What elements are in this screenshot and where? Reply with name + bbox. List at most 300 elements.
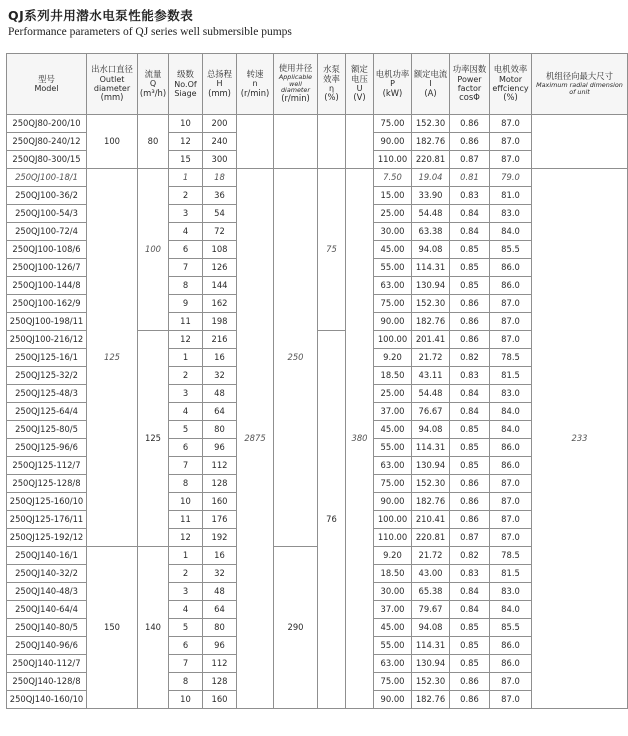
cell-head: 96 <box>203 637 237 655</box>
cell-stages: 12 <box>169 529 203 547</box>
cell-model: 250QJ140-128/8 <box>7 673 87 691</box>
cell-power: 63.00 <box>374 457 412 475</box>
cell-power: 75.00 <box>374 673 412 691</box>
cell-motor-eff: 87.0 <box>490 673 532 691</box>
header-stages <box>169 54 203 115</box>
cell-pf: 0.85 <box>450 277 490 295</box>
cell-model: 250QJ100-36/2 <box>7 187 87 205</box>
cell-current: 114.31 <box>412 259 450 277</box>
header-unit: (r/min) <box>281 93 310 104</box>
cell-stages: 4 <box>169 601 203 619</box>
cell-power: 100.00 <box>374 511 412 529</box>
cell-flow: 100 <box>138 169 169 331</box>
cell-current: 182.76 <box>412 691 450 709</box>
cell-current: 76.67 <box>412 403 450 421</box>
cell-motor-eff: 87.0 <box>490 151 532 169</box>
cell-current: 114.31 <box>412 439 450 457</box>
cell-power: 90.00 <box>374 133 412 151</box>
cell-power: 55.00 <box>374 439 412 457</box>
cell-model: 250QJ100-198/11 <box>7 313 87 331</box>
cell-stages: 1 <box>169 547 203 565</box>
header-en: Q <box>149 79 157 89</box>
header-en: Applicable well diameter <box>278 72 313 95</box>
header-cn: 型号 <box>38 73 55 84</box>
cell-head: 160 <box>203 691 237 709</box>
cell-stages: 5 <box>169 421 203 439</box>
cell-model: 250QJ80-300/15 <box>7 151 87 169</box>
cell-stages: 7 <box>169 259 203 277</box>
cell-voltage <box>346 115 374 169</box>
cell-motor-eff: 79.0 <box>490 169 532 187</box>
cell-power: 63.00 <box>374 277 412 295</box>
header-unit: (mm) <box>100 92 124 103</box>
cell-speed: 2875 <box>237 169 274 709</box>
header-well-diameter <box>274 54 318 115</box>
header-cn: 电机功率 <box>375 68 410 79</box>
cell-pump-eff <box>318 115 346 169</box>
table-body <box>7 115 628 709</box>
header-en: n <box>252 79 258 89</box>
cell-power: 9.20 <box>374 349 412 367</box>
header-unit: (A) <box>424 87 437 98</box>
cell-stages: 7 <box>169 655 203 673</box>
cell-stages: 3 <box>169 583 203 601</box>
cell-pf: 0.81 <box>450 169 490 187</box>
cell-pf: 0.83 <box>450 565 490 583</box>
cell-power: 37.00 <box>374 403 412 421</box>
performance-table <box>6 53 628 709</box>
cell-head: 36 <box>203 187 237 205</box>
cell-motor-eff: 86.0 <box>490 457 532 475</box>
cell-pf: 0.84 <box>450 205 490 223</box>
cell-head: 16 <box>203 349 237 367</box>
header-en: No.Of Siage <box>174 79 197 98</box>
cell-motor-eff: 78.5 <box>490 547 532 565</box>
cell-current: 33.90 <box>412 187 450 205</box>
cell-power: 25.00 <box>374 385 412 403</box>
header-cn: 出水口直径 <box>91 64 133 75</box>
cell-model: 250QJ140-48/3 <box>7 583 87 601</box>
cell-current: 220.81 <box>412 529 450 547</box>
header-radial-dimension <box>532 54 628 115</box>
cell-pf: 0.84 <box>450 583 490 601</box>
cell-pf: 0.84 <box>450 601 490 619</box>
cell-head: 32 <box>203 565 237 583</box>
cell-current: 114.31 <box>412 637 450 655</box>
cell-motor-eff: 81.0 <box>490 187 532 205</box>
header-en: η <box>328 84 335 94</box>
header-en: Motor effciency <box>492 74 529 93</box>
cell-model: 250QJ125-96/6 <box>7 439 87 457</box>
cell-model: 250QJ125-64/4 <box>7 403 87 421</box>
cell-head: 144 <box>203 277 237 295</box>
cell-pf: 0.84 <box>450 403 490 421</box>
cell-stages: 6 <box>169 439 203 457</box>
header-unit: (m³/h) <box>139 87 167 98</box>
title-chinese: QJ系列井用潜水电泵性能参数表 <box>8 8 194 23</box>
cell-motor-eff: 85.5 <box>490 241 532 259</box>
header-cn: 使用井径 <box>278 63 313 74</box>
cell-stages: 7 <box>169 457 203 475</box>
cell-pf: 0.86 <box>450 295 490 313</box>
cell-speed <box>237 115 274 169</box>
header-en: Model <box>34 84 59 94</box>
cell-model: 250QJ140-32/2 <box>7 565 87 583</box>
cell-radial <box>532 115 628 169</box>
header-cn: 总扬程 <box>206 68 233 79</box>
cell-current: 152.30 <box>412 115 450 133</box>
cell-voltage: 380 <box>346 169 374 709</box>
header-unit: (r/min) <box>240 87 270 98</box>
cell-pf: 0.87 <box>450 151 490 169</box>
header-outlet <box>87 54 138 115</box>
cell-pf: 0.85 <box>450 421 490 439</box>
cell-power: 30.00 <box>374 223 412 241</box>
cell-head: 128 <box>203 475 237 493</box>
cell-current: 152.30 <box>412 673 450 691</box>
cell-head: 126 <box>203 259 237 277</box>
cell-stages: 1 <box>169 349 203 367</box>
cell-motor-eff: 83.0 <box>490 205 532 223</box>
cell-power: 100.00 <box>374 331 412 349</box>
cell-current: 79.67 <box>412 601 450 619</box>
cell-stages: 10 <box>169 115 203 133</box>
cell-model: 250QJ140-112/7 <box>7 655 87 673</box>
cell-model: 250QJ100-144/8 <box>7 277 87 295</box>
cell-stages: 8 <box>169 673 203 691</box>
cell-current: 130.94 <box>412 277 450 295</box>
cell-motor-eff: 84.0 <box>490 421 532 439</box>
header-cn: 功率因数 <box>452 64 487 75</box>
header-model <box>7 54 87 115</box>
header-current <box>412 54 450 115</box>
cell-model: 250QJ80-200/10 <box>7 115 87 133</box>
cell-pf: 0.86 <box>450 475 490 493</box>
cell-stages: 2 <box>169 565 203 583</box>
cell-head: 54 <box>203 205 237 223</box>
cell-power: 18.50 <box>374 367 412 385</box>
cell-current: 54.48 <box>412 205 450 223</box>
cell-motor-eff: 87.0 <box>490 493 532 511</box>
cell-stages: 3 <box>169 205 203 223</box>
cell-stages: 4 <box>169 403 203 421</box>
cell-power: 37.00 <box>374 601 412 619</box>
cell-stages: 2 <box>169 367 203 385</box>
cell-current: 152.30 <box>412 475 450 493</box>
cell-model: 250QJ100-72/4 <box>7 223 87 241</box>
cell-current: 210.41 <box>412 511 450 529</box>
cell-head: 300 <box>203 151 237 169</box>
cell-pf: 0.86 <box>450 691 490 709</box>
table-row <box>7 115 628 133</box>
cell-power: 90.00 <box>374 691 412 709</box>
cell-model: 250QJ100-54/3 <box>7 205 87 223</box>
cell-motor-eff: 86.0 <box>490 637 532 655</box>
cell-current: 43.00 <box>412 565 450 583</box>
cell-stages: 2 <box>169 187 203 205</box>
cell-stages: 9 <box>169 295 203 313</box>
cell-pf: 0.86 <box>450 133 490 151</box>
header-voltage <box>346 54 374 115</box>
cell-head: 108 <box>203 241 237 259</box>
cell-motor-eff: 87.0 <box>490 313 532 331</box>
cell-pf: 0.85 <box>450 637 490 655</box>
cell-current: 63.38 <box>412 223 450 241</box>
cell-current: 94.08 <box>412 421 450 439</box>
header-unit: (%) <box>503 92 518 103</box>
cell-stages: 8 <box>169 475 203 493</box>
cell-well: 290 <box>274 547 318 709</box>
cell-motor-eff: 87.0 <box>490 529 532 547</box>
cell-head: 32 <box>203 367 237 385</box>
header-unit: (V) <box>353 92 366 103</box>
cell-head: 64 <box>203 601 237 619</box>
header-en: Maximum radial dimension of unit <box>536 81 623 96</box>
cell-stages: 10 <box>169 493 203 511</box>
cell-current: 201.41 <box>412 331 450 349</box>
cell-motor-eff: 84.0 <box>490 403 532 421</box>
cell-pf: 0.85 <box>450 655 490 673</box>
header-cn: 机组径向最大尺寸 <box>546 71 613 82</box>
cell-model: 250QJ140-96/6 <box>7 637 87 655</box>
cell-current: 65.38 <box>412 583 450 601</box>
cell-current: 54.48 <box>412 385 450 403</box>
cell-stages: 11 <box>169 511 203 529</box>
cell-pf: 0.84 <box>450 385 490 403</box>
cell-stages: 11 <box>169 313 203 331</box>
cell-pf: 0.82 <box>450 547 490 565</box>
cell-head: 192 <box>203 529 237 547</box>
cell-power: 30.00 <box>374 583 412 601</box>
cell-head: 80 <box>203 421 237 439</box>
cell-head: 128 <box>203 673 237 691</box>
cell-head: 216 <box>203 331 237 349</box>
cell-pf: 0.86 <box>450 511 490 529</box>
header-flow <box>138 54 169 115</box>
cell-motor-eff: 87.0 <box>490 475 532 493</box>
cell-power: 18.50 <box>374 565 412 583</box>
cell-head: 240 <box>203 133 237 151</box>
cell-stages: 12 <box>169 331 203 349</box>
cell-well: 250 <box>274 169 318 547</box>
cell-well <box>274 115 318 169</box>
cell-current: 182.76 <box>412 313 450 331</box>
header-en: I <box>429 79 432 89</box>
cell-model: 250QJ100-108/6 <box>7 241 87 259</box>
header-en: P <box>390 79 395 89</box>
header-en: U <box>356 84 363 94</box>
cell-pf: 0.86 <box>450 331 490 349</box>
header-motor-efficiency <box>490 54 532 115</box>
cell-pf: 0.85 <box>450 241 490 259</box>
cell-motor-eff: 86.0 <box>490 439 532 457</box>
cell-pump-eff: 75 <box>318 169 346 331</box>
header-cn: 级数 <box>177 68 194 79</box>
cell-model: 250QJ100-162/9 <box>7 295 87 313</box>
cell-head: 112 <box>203 655 237 673</box>
cell-head: 200 <box>203 115 237 133</box>
cell-current: 94.08 <box>412 619 450 637</box>
cell-motor-eff: 81.5 <box>490 367 532 385</box>
cell-current: 220.81 <box>412 151 450 169</box>
cell-pf: 0.86 <box>450 673 490 691</box>
cell-current: 130.94 <box>412 457 450 475</box>
cell-outlet: 150 <box>87 547 138 709</box>
cell-current: 43.11 <box>412 367 450 385</box>
cell-pf: 0.84 <box>450 223 490 241</box>
cell-motor-eff: 84.0 <box>490 223 532 241</box>
cell-pf: 0.87 <box>450 529 490 547</box>
cell-current: 21.72 <box>412 547 450 565</box>
cell-motor-eff: 87.0 <box>490 511 532 529</box>
cell-model: 250QJ100-216/12 <box>7 331 87 349</box>
cell-power: 55.00 <box>374 637 412 655</box>
cell-stages: 6 <box>169 241 203 259</box>
cell-pf: 0.86 <box>450 493 490 511</box>
cell-power: 9.20 <box>374 547 412 565</box>
cell-pump-eff: 76 <box>318 331 346 709</box>
cell-motor-eff: 81.5 <box>490 565 532 583</box>
cell-pf: 0.83 <box>450 187 490 205</box>
cell-model: 250QJ125-176/11 <box>7 511 87 529</box>
header-unit: (kW) <box>382 87 403 98</box>
header-pump-efficiency <box>318 54 346 115</box>
cell-power: 45.00 <box>374 421 412 439</box>
cell-pf: 0.83 <box>450 367 490 385</box>
header-cn: 水泵效率 <box>323 63 340 84</box>
cell-pf: 0.86 <box>450 115 490 133</box>
cell-model: 250QJ125-80/5 <box>7 421 87 439</box>
cell-head: 112 <box>203 457 237 475</box>
cell-power: 15.00 <box>374 187 412 205</box>
cell-head: 16 <box>203 547 237 565</box>
cell-model: 250QJ140-16/1 <box>7 547 87 565</box>
cell-motor-eff: 85.5 <box>490 619 532 637</box>
cell-flow: 80 <box>138 115 169 169</box>
cell-model: 250QJ125-16/1 <box>7 349 87 367</box>
cell-head: 198 <box>203 313 237 331</box>
header-power-factor <box>450 54 490 115</box>
cell-motor-eff: 87.0 <box>490 133 532 151</box>
title-english: Performance parameters of QJ series well submersible pumps <box>8 26 292 38</box>
cell-outlet: 100 <box>87 115 138 169</box>
cell-current: 182.76 <box>412 493 450 511</box>
cell-model: 250QJ125-48/3 <box>7 385 87 403</box>
cell-model: 250QJ125-32/2 <box>7 367 87 385</box>
cell-power: 45.00 <box>374 619 412 637</box>
cell-current: 19.04 <box>412 169 450 187</box>
cell-stages: 8 <box>169 277 203 295</box>
cell-pf: 0.82 <box>450 349 490 367</box>
cell-stages: 12 <box>169 133 203 151</box>
header-power <box>374 54 412 115</box>
cell-motor-eff: 78.5 <box>490 349 532 367</box>
cell-motor-eff: 84.0 <box>490 601 532 619</box>
header-cn: 额定电压 <box>351 63 368 84</box>
cell-outlet: 125 <box>87 169 138 547</box>
cell-model: 250QJ125-128/8 <box>7 475 87 493</box>
cell-power: 63.00 <box>374 655 412 673</box>
cell-head: 176 <box>203 511 237 529</box>
cell-model: 250QJ80-240/12 <box>7 133 87 151</box>
cell-head: 48 <box>203 385 237 403</box>
cell-stages: 5 <box>169 619 203 637</box>
cell-stages: 3 <box>169 385 203 403</box>
cell-power: 45.00 <box>374 241 412 259</box>
cell-model: 250QJ140-80/5 <box>7 619 87 637</box>
cell-motor-eff: 87.0 <box>490 691 532 709</box>
header-speed <box>237 54 274 115</box>
cell-motor-eff: 83.0 <box>490 583 532 601</box>
header-unit: cosΦ <box>459 92 480 103</box>
cell-model: 250QJ140-64/4 <box>7 601 87 619</box>
cell-pf: 0.85 <box>450 259 490 277</box>
cell-model: 250QJ125-112/7 <box>7 457 87 475</box>
cell-power: 90.00 <box>374 313 412 331</box>
cell-current: 130.94 <box>412 655 450 673</box>
cell-model: 250QJ125-160/10 <box>7 493 87 511</box>
cell-model: 250QJ140-160/10 <box>7 691 87 709</box>
cell-power: 90.00 <box>374 493 412 511</box>
cell-head: 72 <box>203 223 237 241</box>
cell-radial: 233 <box>532 169 628 709</box>
cell-motor-eff: 83.0 <box>490 385 532 403</box>
cell-current: 182.76 <box>412 133 450 151</box>
cell-power: 55.00 <box>374 259 412 277</box>
header-cn: 额定电流 <box>413 68 448 79</box>
cell-stages: 10 <box>169 691 203 709</box>
cell-motor-eff: 86.0 <box>490 655 532 673</box>
header-en: H <box>216 79 223 89</box>
cell-head: 80 <box>203 619 237 637</box>
header-unit: (%) <box>324 92 339 103</box>
header-en: Power factor <box>457 74 482 93</box>
cell-power: 110.00 <box>374 529 412 547</box>
cell-model: 250QJ125-192/12 <box>7 529 87 547</box>
cell-head: 162 <box>203 295 237 313</box>
header-row <box>7 54 628 115</box>
cell-model: 250QJ100-126/7 <box>7 259 87 277</box>
cell-power: 75.00 <box>374 475 412 493</box>
cell-pf: 0.86 <box>450 313 490 331</box>
cell-power: 75.00 <box>374 115 412 133</box>
cell-power: 110.00 <box>374 151 412 169</box>
header-cn: 转速 <box>246 68 264 79</box>
cell-pf: 0.85 <box>450 439 490 457</box>
cell-motor-eff: 87.0 <box>490 331 532 349</box>
cell-motor-eff: 86.0 <box>490 277 532 295</box>
cell-stages: 15 <box>169 151 203 169</box>
header-head <box>203 54 237 115</box>
cell-current: 21.72 <box>412 349 450 367</box>
cell-head: 18 <box>203 169 237 187</box>
cell-head: 160 <box>203 493 237 511</box>
cell-current: 152.30 <box>412 295 450 313</box>
cell-power: 75.00 <box>374 295 412 313</box>
cell-flow: 140 <box>138 547 169 709</box>
cell-head: 48 <box>203 583 237 601</box>
cell-motor-eff: 87.0 <box>490 295 532 313</box>
cell-motor-eff: 87.0 <box>490 115 532 133</box>
cell-power: 7.50 <box>374 169 412 187</box>
cell-pf: 0.85 <box>450 457 490 475</box>
cell-pf: 0.85 <box>450 619 490 637</box>
table-row <box>7 169 628 187</box>
header-cn: 电机效率 <box>493 64 528 75</box>
header-unit: (mm) <box>208 87 231 98</box>
header-en: Outlet diameter <box>93 74 131 93</box>
cell-head: 64 <box>203 403 237 421</box>
